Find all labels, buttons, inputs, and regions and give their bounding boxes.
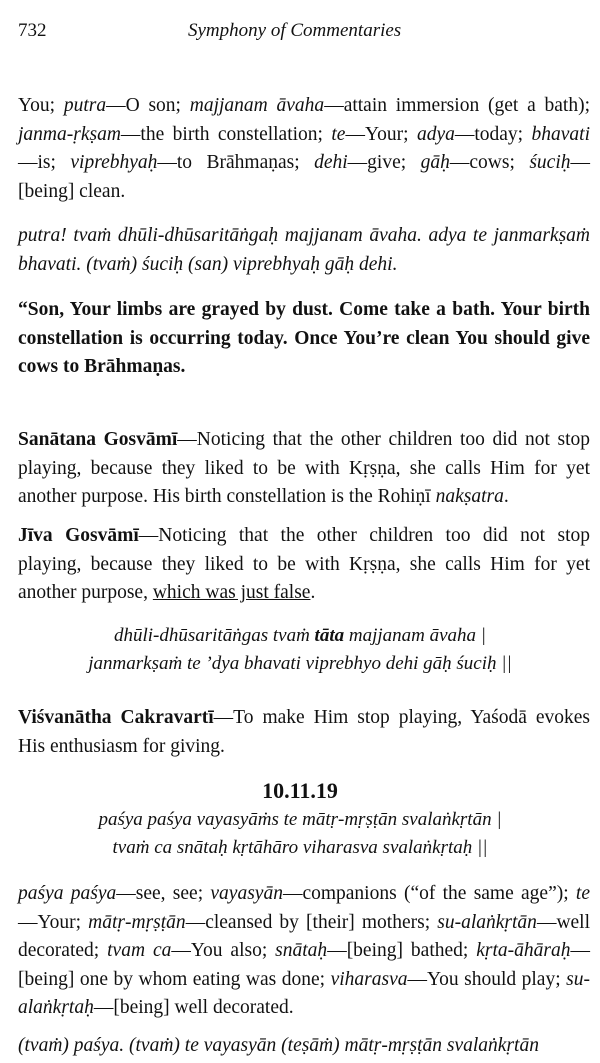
segment: —You should play; xyxy=(407,968,567,990)
segment: —[being] bathed; xyxy=(327,940,477,961)
segment: —O son; xyxy=(106,95,190,116)
segment: gāḥ xyxy=(420,152,450,173)
segment: te xyxy=(575,883,590,904)
commentary-end: . xyxy=(503,486,509,507)
verse-line-1: paśya paśya vayasyāṁs te mātṛ-mṛṣṭān svalaṅkṛtān | xyxy=(98,809,502,830)
segment: —[being] well decorated. xyxy=(93,997,294,1018)
commentary-text: —Noticing that the other children too did not stop playing, because they liked to be with Kṛṣṇa, she calls Him for yet another purpose. His birth constellation is the Rohiṇī xyxy=(18,429,590,507)
underlined-phrase: which was just false xyxy=(152,582,311,603)
segment: snātaḥ xyxy=(275,940,328,961)
segment: su-alaṅkṛtaḥ xyxy=(18,968,590,1018)
commentary-text: —To make Him stop playing, Yaśodā evokes His enthusiasm for giving. xyxy=(18,707,590,757)
segment: te xyxy=(331,123,346,145)
word-for-word-10-11-19 xyxy=(18,880,590,1023)
segment: kṛta-āhāraḥ xyxy=(476,940,571,961)
segment: —Your; xyxy=(18,911,89,933)
segment: vayasyān xyxy=(210,883,283,904)
segment: tvam ca xyxy=(107,940,172,961)
commentary-end: . xyxy=(310,582,316,603)
segment: —give; xyxy=(347,152,421,173)
commentary-term: nakṣatra xyxy=(435,486,504,507)
verse-emphasis: tāta xyxy=(314,625,345,646)
word-for-word-10-11-18 xyxy=(18,92,590,206)
segment: You; xyxy=(18,95,64,116)
segment: majjanam āvaha xyxy=(189,95,325,116)
segment: —cleansed by [their] mothers; xyxy=(185,911,438,933)
segment: —today; xyxy=(454,123,532,145)
segment: paśya paśya xyxy=(18,883,117,904)
segment: viprebhyaḥ xyxy=(70,152,158,173)
segment: —the birth constellation; xyxy=(120,123,332,145)
segment: —Your; xyxy=(345,123,417,145)
segment: śuciḥ xyxy=(529,152,571,173)
segment: dehi xyxy=(314,152,348,173)
segment: —cows; xyxy=(449,152,530,173)
verse-segment: majjanam āvaha | xyxy=(344,625,487,646)
segment: —attain immersion (get a bath); xyxy=(324,95,590,116)
commentary-jiva xyxy=(18,522,590,608)
segment: su-alaṅkṛtān xyxy=(437,911,537,933)
segment: —to Brāhmaṇas; xyxy=(157,152,315,173)
commentator-name: Jīva Gosvāmī xyxy=(18,525,139,546)
segment: —see, see; xyxy=(116,883,211,904)
segment: adya xyxy=(416,123,455,145)
commentary-sanatana xyxy=(18,426,590,512)
verse-quote-line-2: janmarkṣaṁ te ’dya bhavati viprebhyo dehi gāḥ śuciḥ || xyxy=(88,653,512,674)
segment: —well decorated; xyxy=(18,911,591,961)
segment: bhavati xyxy=(531,123,590,145)
page-number: 732 xyxy=(18,20,47,41)
prose-order-partial: (tvaṁ) paśya. (tvaṁ) te vayasyān (teṣāṁ) mātṛ-mṛṣṭān svalaṅkṛtān xyxy=(18,1035,539,1056)
segment: putra xyxy=(63,95,107,116)
running-title: Symphony of Commentaries xyxy=(188,20,402,41)
segment: —[being] one by whom eating was done; xyxy=(18,940,590,990)
segment: —is; xyxy=(18,152,71,173)
translation: “Son, Your limbs are grayed by dust. Come take a bath. Your birth constellation is occurring today. Once You’re clean You should give cows to Brāhmaṇas. xyxy=(18,299,590,377)
commentary-visvanatha xyxy=(18,704,590,761)
commentator-name: Sanātana Gosvāmī xyxy=(18,429,178,450)
segment: —[being] clean. xyxy=(18,152,590,202)
verse-segment: dhūli-dhūsaritāṅgas tvaṁ xyxy=(113,625,315,646)
segment: janma-ṛkṣam xyxy=(18,123,121,145)
segment: —You also; xyxy=(171,940,276,961)
commentary-text: —Noticing that the other children too did not stop playing, because they liked to be with Kṛṣṇa, she calls Him for yet another purpose, xyxy=(18,525,590,603)
commentator-name: Viśvanātha Cakravartī xyxy=(18,707,214,728)
segment: —companions (“of the same age”); xyxy=(282,883,576,904)
verse-number: 10.11.19 xyxy=(262,778,338,803)
prose-order: putra! tvaṁ dhūli-dhūsaritāṅgaḥ majjanam āvaha. adya te janmarkṣaṁ bhavati. (tvaṁ) śuciḥ (san) viprebhyaḥ gāḥ dehi. xyxy=(18,225,590,275)
segment: viharasva xyxy=(330,968,408,990)
verse-quote-line-1 xyxy=(0,622,600,650)
verse-line-2: tvaṁ ca snātaḥ kṛtāhāro viharasva svalaṅkṛtaḥ || xyxy=(112,837,488,858)
segment: mātṛ-mṛṣṭān xyxy=(88,911,186,933)
